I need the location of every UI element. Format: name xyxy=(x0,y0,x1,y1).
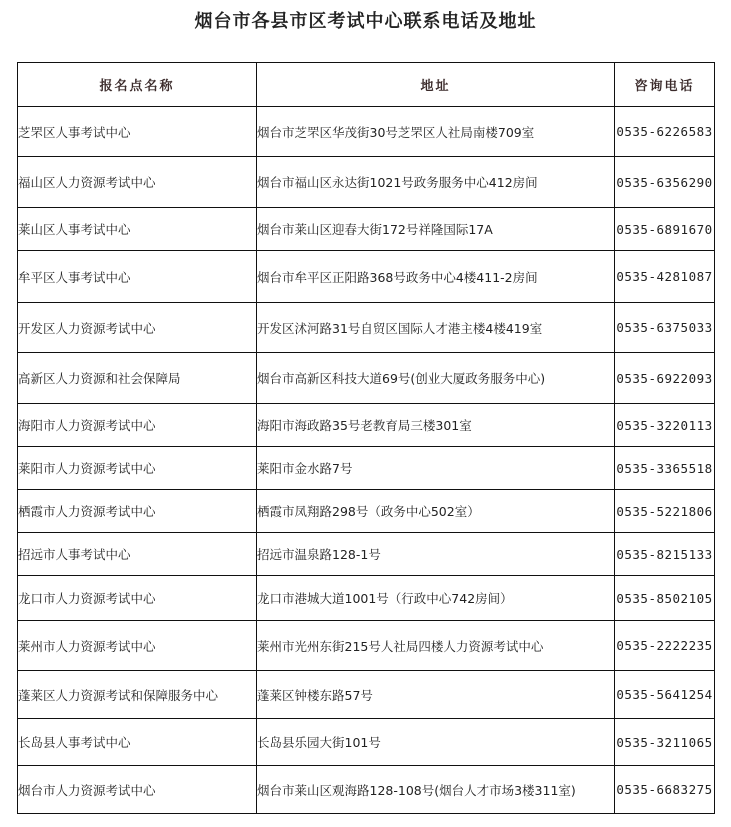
exam-center-phone: 0535-6891670 xyxy=(615,208,715,251)
exam-center-phone: 0535-3211065 xyxy=(615,719,715,766)
table-row xyxy=(18,107,715,157)
exam-center-address: 烟台市高新区科技大道69号(创业大厦政务服务中心) xyxy=(257,353,615,404)
exam-center-name: 烟台市人力资源考试中心 xyxy=(18,766,257,814)
exam-center-phone: 0535-2222235 xyxy=(615,621,715,671)
table-row xyxy=(18,303,715,353)
table-row xyxy=(18,766,715,814)
exam-center-name: 莱阳市人力资源考试中心 xyxy=(18,447,257,490)
table-row xyxy=(18,353,715,404)
table-header-row xyxy=(18,63,715,107)
exam-center-phone: 0535-3220113 xyxy=(615,404,715,447)
exam-center-address: 莱阳市金水路7号 xyxy=(257,447,615,490)
exam-center-phone: 0535-6375033 xyxy=(615,303,715,353)
exam-center-address: 招远市温泉路128-1号 xyxy=(257,533,615,576)
exam-center-phone: 0535-4281087 xyxy=(615,251,715,303)
table-body xyxy=(18,107,715,814)
page-title: 烟台市各县市区考试中心联系电话及地址 xyxy=(194,11,537,32)
exam-center-phone: 0535-8502105 xyxy=(615,576,715,621)
table-row xyxy=(18,404,715,447)
exam-center-phone: 0535-5641254 xyxy=(615,671,715,719)
contact-table xyxy=(17,62,715,814)
table-row xyxy=(18,719,715,766)
table-row xyxy=(18,576,715,621)
exam-center-name: 龙口市人力资源考试中心 xyxy=(18,576,257,621)
exam-center-name: 莱山区人事考试中心 xyxy=(18,208,257,251)
exam-center-phone: 0535-6356290 xyxy=(615,157,715,208)
exam-center-phone: 0535-6226583 xyxy=(615,107,715,157)
exam-center-name: 蓬莱区人力资源考试和保障服务中心 xyxy=(18,671,257,719)
column-header-phone: 咨询电话 xyxy=(615,63,715,107)
column-header-name: 报名点名称 xyxy=(18,63,257,107)
table-row xyxy=(18,621,715,671)
exam-center-name: 牟平区人事考试中心 xyxy=(18,251,257,303)
exam-center-address: 莱州市光州东街215号人社局四楼人力资源考试中心 xyxy=(257,621,615,671)
exam-center-address: 海阳市海政路35号老教育局三楼301室 xyxy=(257,404,615,447)
exam-center-address: 开发区沭河路31号自贸区国际人才港主楼4楼419室 xyxy=(257,303,615,353)
table-row xyxy=(18,208,715,251)
exam-center-phone: 0535-6683275 xyxy=(615,766,715,814)
exam-center-address: 烟台市莱山区观海路128-108号(烟台人才市场3楼311室) xyxy=(257,766,615,814)
exam-center-address: 烟台市莱山区迎春大街172号祥隆国际17A xyxy=(257,208,615,251)
exam-center-phone: 0535-6922093 xyxy=(615,353,715,404)
exam-center-name: 长岛县人事考试中心 xyxy=(18,719,257,766)
exam-center-name: 招远市人事考试中心 xyxy=(18,533,257,576)
exam-center-name: 栖霞市人力资源考试中心 xyxy=(18,490,257,533)
exam-center-phone: 0535-5221806 xyxy=(615,490,715,533)
exam-center-address: 烟台市芝罘区华茂街30号芝罘区人社局南楼709室 xyxy=(257,107,615,157)
exam-center-address: 烟台市牟平区正阳路368号政务中心4楼411-2房间 xyxy=(257,251,615,303)
table-row xyxy=(18,533,715,576)
exam-center-name: 莱州市人力资源考试中心 xyxy=(18,621,257,671)
exam-center-name: 高新区人力资源和社会保障局 xyxy=(18,353,257,404)
exam-center-name: 海阳市人力资源考试中心 xyxy=(18,404,257,447)
table-row xyxy=(18,490,715,533)
table-row xyxy=(18,157,715,208)
exam-center-address: 烟台市福山区永达街1021号政务服务中心412房间 xyxy=(257,157,615,208)
column-header-address: 地址 xyxy=(257,63,615,107)
exam-center-address: 龙口市港城大道1001号（行政中心742房间） xyxy=(257,576,615,621)
exam-center-name: 开发区人力资源考试中心 xyxy=(18,303,257,353)
exam-center-name: 芝罘区人事考试中心 xyxy=(18,107,257,157)
exam-center-name: 福山区人力资源考试中心 xyxy=(18,157,257,208)
table-row xyxy=(18,251,715,303)
exam-center-phone: 0535-8215133 xyxy=(615,533,715,576)
table-row xyxy=(18,447,715,490)
table-row xyxy=(18,671,715,719)
exam-center-address: 蓬莱区钟楼东路57号 xyxy=(257,671,615,719)
exam-center-address: 栖霞市凤翔路298号（政务中心502室） xyxy=(257,490,615,533)
exam-center-address: 长岛县乐园大街101号 xyxy=(257,719,615,766)
exam-center-phone: 0535-3365518 xyxy=(615,447,715,490)
